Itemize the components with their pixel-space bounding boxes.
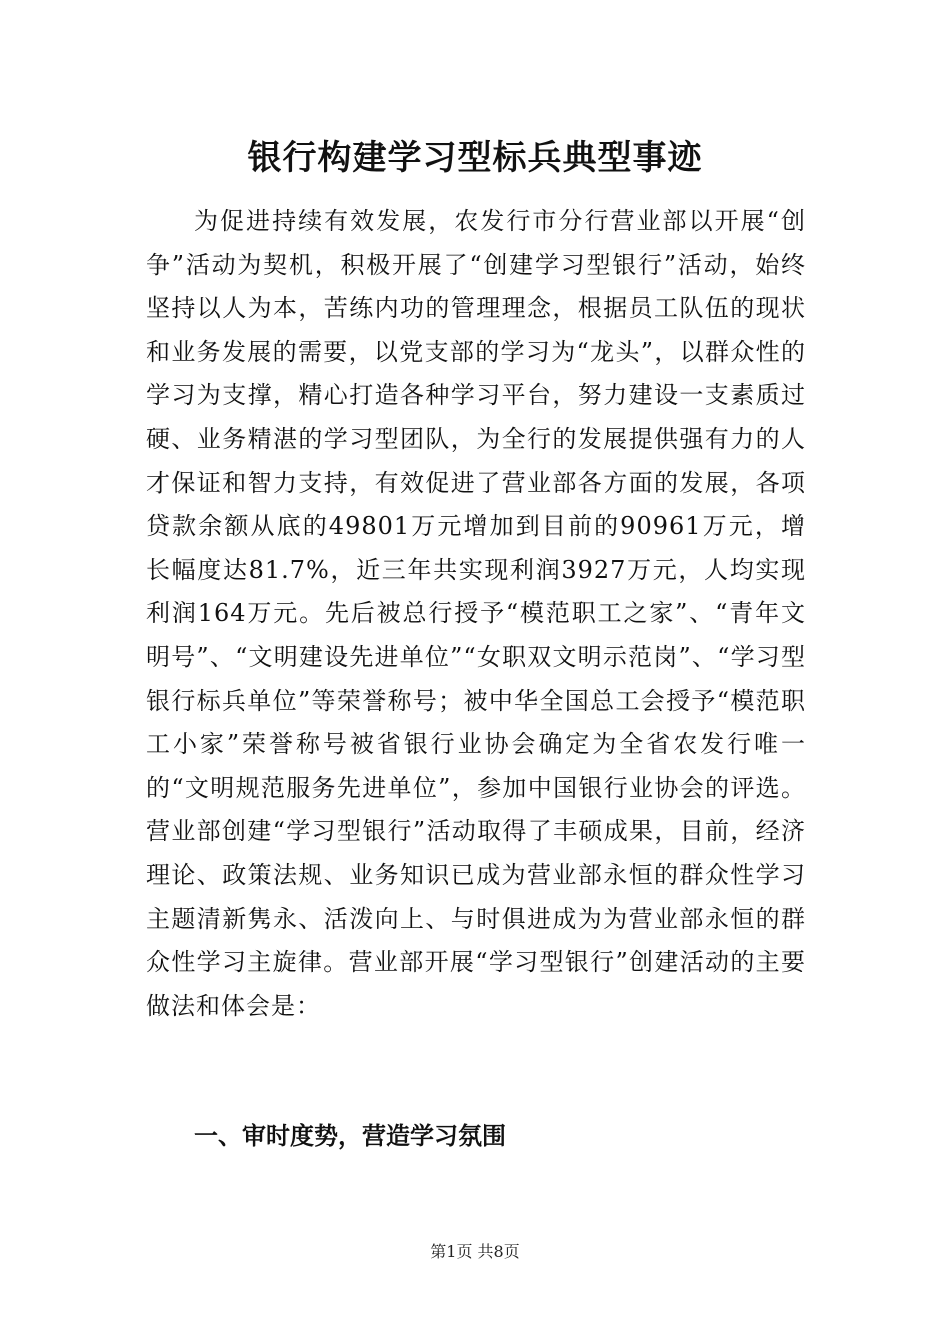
section-heading: 一、审时度势，营造学习氛围 xyxy=(194,1122,506,1150)
page-footer: 第1页 共8页 xyxy=(430,1242,520,1261)
body-paragraph: 为促进持续有效发展，农发行市分行营业部以开展“创争”活动为契机，积极开展了“创建学习型银行”活动，始终坚持以人为本，苦练内功的管理理念，根据员工队伍的现状和业务发展的需要，以党支部的学习为“龙头”，以群众性的学习为支撑，精心打造各种学习平台，努力建设一支素质过硬、业务精湛的学习型团队，为全行的发展提供强有力的人才保证和智力支持，有效促进了营业部各方面的发展，各项贷款余额从底的49801万元增加到目前的90961万元，增长幅度达81.7%，近三年共实现利润3927万元，人均实现利润164万元。先后被总行授予“模范职工之家”、“青年文明号”、“文明建设先进单位”“女职双文明示范岗”、“学习型银行标兵单位”等荣誉称号；被中华全国总工会授予“模范职工小家”荣誉称号被省银行业协会确定为全省农发行唯一的“文明规范服务先进单位”，参加中国银行业协会的评选。营业部创建“学习型银行”活动取得了丰硕成果，目前，经济理论、政策法规、业务知识已成为营业部永恒的群众性学习主题清新隽永、活泼向上、与时俱进成为为营业部永恒的群众性学习主旋律。营业部开展“学习型银行”创建活动的主要做法和体会是： xyxy=(146,207,806,1020)
document-title: 银行构建学习型标兵典型事迹 xyxy=(247,138,703,178)
